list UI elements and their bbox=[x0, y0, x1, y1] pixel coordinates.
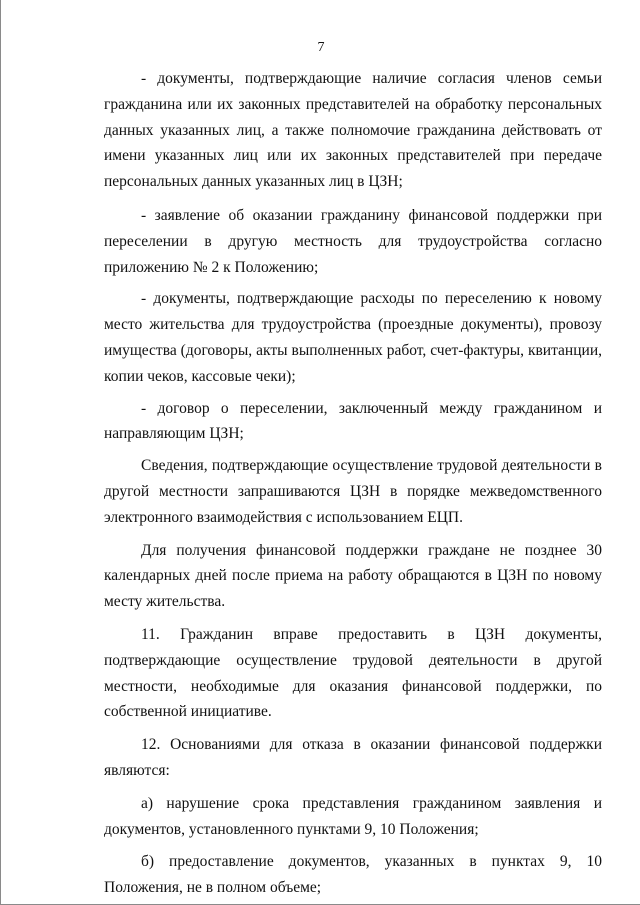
paragraph-application: - заявление об оказании гражданину финансовой поддержки при переселении в другую местность для трудоустройства согласно приложению № 2 к Положению; bbox=[104, 206, 602, 276]
document-body bbox=[104, 66, 602, 901]
paragraph-relocation-contract: - договор о переселении, заключенный между гражданином и направляющим ЦЗН; bbox=[104, 399, 602, 443]
paragraph-clause-12-a: а) нарушение срока представления гражданином заявления и документов, установленного пунктами 9, 10 Положения; bbox=[104, 794, 602, 838]
paragraph-expense-documents: - документы, подтверждающие расходы по переселению к новому место жительства для трудоустройства (проездные документы), провозу имущества (договоры, акты выполненных работ, счет-фактуры, квитанции, копии чеков, кассовые чеки); bbox=[104, 290, 602, 385]
paragraph-clause-12: 12. Основаниями для отказа в оказании финансовой поддержки являются: bbox=[104, 736, 602, 779]
paragraph-employment-information: Сведения, подтверждающие осуществление трудовой деятельности в другой местности запрашиваются ЦЗН в порядке межведомственного электронного взаимодействия с использованием ЕЦП. bbox=[104, 457, 602, 526]
paragraph-application-deadline: Для получения финансовой поддержки граждане не позднее 30 календарных дней после приема на работу обращаются в ЦЗН по новому месту жительства. bbox=[104, 541, 602, 611]
paragraph-clause-11: 11. Гражданин вправе предоставить в ЦЗН документы, подтверждающие осуществление трудовой деятельности в другой местности, необходимые для оказания финансовой поддержки, по собственной инициативе. bbox=[104, 625, 602, 721]
paragraph-consent-documents: - документы, подтверждающие наличие согласия членов семьи гражданина или их законных представителей на обработку персональных данных указанных лиц, а также полномочие гражданина действовать от имени указанных лиц или их законных представителей при передаче персональных данных указанных лиц в ЦЗН; bbox=[104, 70, 602, 191]
page-number: 7 bbox=[317, 40, 325, 55]
paragraph-clause-12-b: б) предоставление документов, указанных в пунктах 9, 10 Положения, не в полном объеме; bbox=[104, 853, 602, 897]
